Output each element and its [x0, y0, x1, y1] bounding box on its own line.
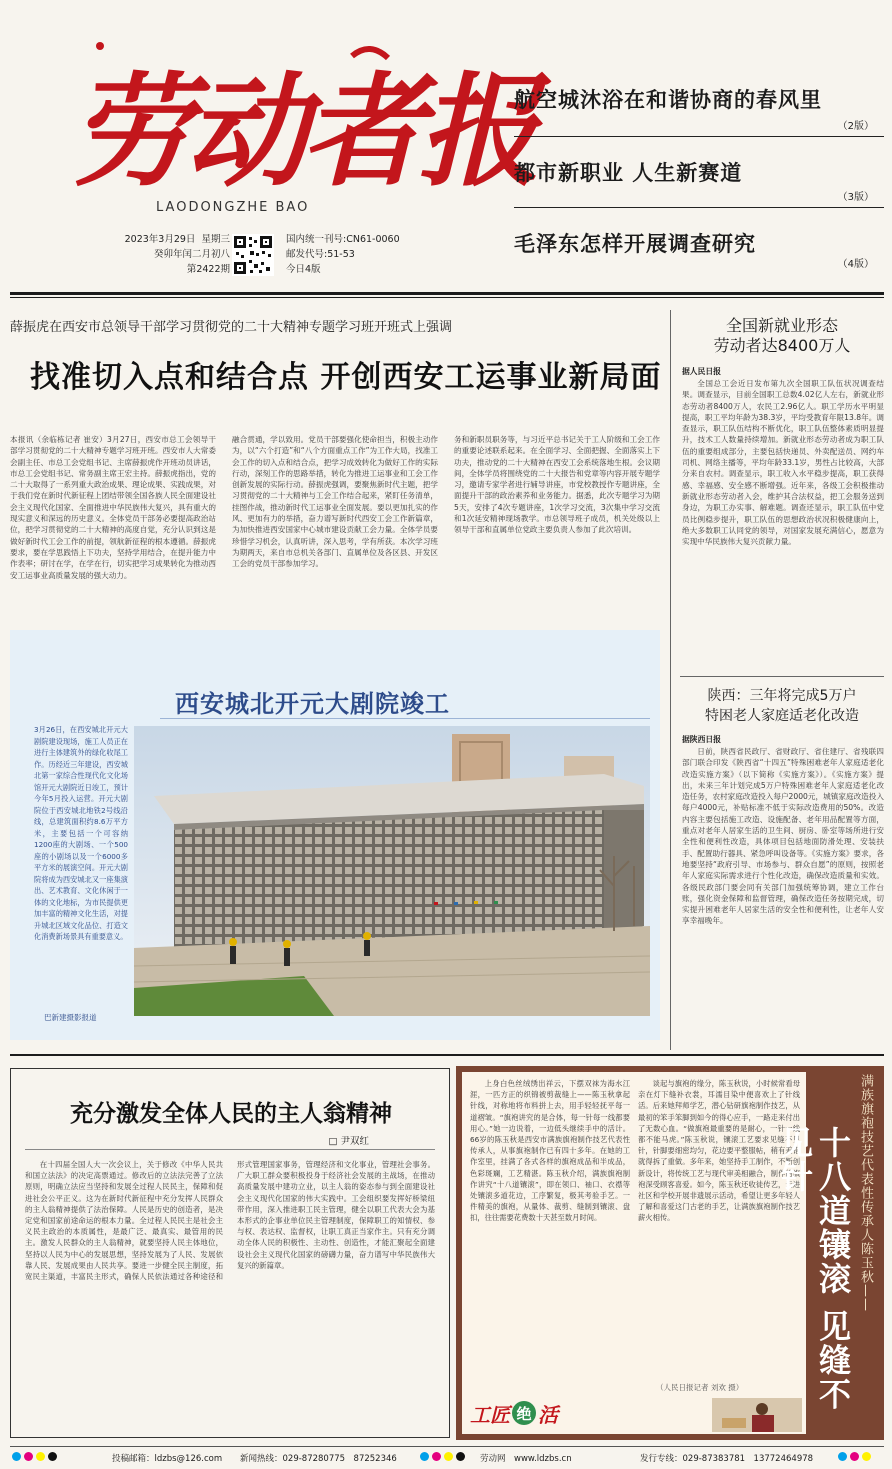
footer-rule — [10, 1446, 884, 1447]
cn-number: 国内统一刊号:CN61-0060 — [286, 234, 400, 245]
story2-title-line1: 陕西：三年将完成5万户 — [707, 688, 857, 704]
stamp-mid: 绝 — [512, 1401, 536, 1425]
theater-building-image — [134, 726, 650, 1016]
date-lunar: 癸卯年闰二月初八 — [153, 249, 230, 260]
teaser-page: （3版） — [837, 192, 874, 203]
publication-info — [286, 232, 400, 277]
footer-distribution: 发行专线：029-87383781 13772464978 — [640, 1454, 814, 1464]
teaser-item[interactable] — [514, 70, 884, 137]
feature-body-2: 谈起与旗袍的缘分，陈玉秋说，小时候常看母亲在灯下缝补衣裳，耳濡目染中便喜欢上了针线活。后来她拜师学艺，潜心钻研旗袍制作技艺，从最初的笨手笨脚到如今的得心应手，一路走来付出了无数心血。“做旗袍最重要的是耐心，一针一线都不能马虎。”陈玉秋说，镶滚工艺要求见缝不见针，针脚要细密均匀，花边要平整服帖，稍有差错就得拆了重做。多年来，她坚持手工制作，不断创新设计，将传统工艺与现代审美相融合，制作的旗袍深受顾客喜爱。如今，陈玉秋还收徒传艺，走进社区和学校开展非遗展示活动，希望让更多年轻人了解和喜爱这门古老的手艺，让满族旗袍制作技艺薪火相传。 — [638, 1079, 800, 1223]
masthead-pinyin: LAODONGZHE BAO — [156, 200, 310, 215]
footer-email[interactable]: 投稿邮箱：ldzbs@126.com — [112, 1454, 223, 1464]
artisan-portrait[interactable] — [712, 1398, 802, 1432]
footer-website[interactable]: 劳动网 www.ldzbs.cn — [480, 1454, 572, 1464]
masthead-rule-thin — [10, 297, 884, 298]
masthead-rule — [10, 292, 884, 295]
story2-title[interactable] — [680, 686, 884, 726]
section-rule — [10, 1054, 884, 1056]
teaser-page: （2版） — [837, 121, 874, 132]
stamp-left: 工匠 — [470, 1402, 510, 1427]
teaser-title: 航空城沐浴在和谐协商的春风里 — [514, 88, 822, 112]
story1-title[interactable] — [680, 316, 884, 356]
lead-column-2: 融合贯通，学以致用。党员干部要强化使命担当，积极主动作为，以“六个打造”和“八个方面重点工作”为工作大局，找准工会工作的切入点和结合点，把学习成效转化为做好工作的实际行动，深刻工作的思路举措，转化为推进工运事业和工会工作创新发展的实际行动。薛振虎强调，要聚焦新时代主题，把学习贯彻党的二十大精神与工会工作结合起来，紧盯任务清单，挂图作战，推动新时代工运事业全面发展。要以更加扎实的作风、更加有力的举措，奋力谱写新时代西安工会工作新篇章，为加快推进西安国家中心城市建设贡献工会力量。全体学员要珍惜学习机会，认真听讲，深入思考，学有所获。本次学习班为期两天，来自市总机关各部门、直属单位及各区县、开发区工会的党员干部参加学习。 — [232, 435, 438, 569]
color-registration-center — [420, 1452, 465, 1461]
teaser-item[interactable] — [514, 208, 884, 274]
teaser-title: 都市新职业 人生新赛道 — [514, 161, 743, 185]
lead-kicker: 薛振虎在西安市总领导干部学习贯彻党的二十大精神专题学习班开班式上强调 — [10, 320, 453, 335]
color-registration-left — [12, 1452, 57, 1461]
edition-count: 今日4版 — [286, 264, 321, 275]
story1-lead-tag: 据人民日报 — [682, 367, 721, 376]
photo-feature-box — [10, 630, 660, 1040]
color-registration-right — [838, 1452, 871, 1461]
lead-column-3: 务和新职员职务等，与习近平总书记关于工人阶级和工会工作的重要论述联系起来。在全面学习、全面把握、全面落实上下功夫，推动党的二十大精神在西安工会系统落地生根。会议期间，全体学员将围绕党的二十大报告和党章等内容开展专题学习，邀请专家学者进行辅导讲座，市党校教授作专题讲座，全面提升干部的政治素养和业务能力。据悉，此次专题学习为期5天，安排了4次专题讲座，1次学习交流，3次集中学习交流和1次延安精神现场教学。市总领导班子成员，机关处级以上领导干部和直属单位党政主要负责人参加了此次培训。 — [454, 435, 660, 535]
column-separator — [670, 310, 671, 1050]
feature-inner — [462, 1072, 806, 1434]
story2-body: 日前，陕西省民政厅、省财政厅、省住建厅、省残联四部门联合印发《陕西省“十四五”特殊困难老年人家庭适老化改造实施方案》（以下简称《实施方案》）。《实施方案》提出，未来三年计划完成5万户特殊困难老年人家庭适老化改造任务，农村家庭改造投入每户2000元，城镇家庭改造投入每户4000元，补贴标准不低于实际改造费用的50%。改造内容主要包括施工改造、设施配备、老年用品配置等方面，重点对老年人居家生活的卫生间、厨房、卧室等场所进行安全性和便利性改造，具体项目包括地面防滑处理、安装扶手、配置助行器具、紧急呼叫设备等。《实施方案》要求，各地要坚持“政府引导、市场参与、群众自愿”的原则，按照老年人家庭实际需求进行个性化改造，确保改造质量和实效。各级民政部门要会同有关部门加强统筹协调，建立工作台账，强化资金保障和监督管理，确保改造任务按期完成，切实提升困难老年人居家生活的安全性和便利性，让老年人安享幸福晚年。 — [682, 747, 884, 926]
opinion-title[interactable]: 充分激发全体人民的主人翁精神 — [70, 1100, 392, 1127]
lead-column-1: 本报讯（余临栋记者 崔安）3月27日，西安市总工会领导干部学习贯彻党的二十大精神专题学习班开班。西安市人大常委会副主任、市总工会党组书记、主席薛振虎作开班动员讲话，市总工会党组书记、常务副主席王宏主持。薛振虎指出，党的二十大取得了一系列重大政治成果、理论成果、实践成果，对于我们党在新时代新征程上团结带领全国各族人民全面建设社会主义现代化国家、全面推进中华民族伟大复兴，具有重大的现实意义和深远的历史意义。全体党员干部务必要提高政治站位，把学习贯彻党的二十大精神的高度自觉，充分认识到这是做好新时代工会工作的前提，领航新征程的根本遵循。薛振虎要求，要在学思践悟上下功夫，坚持学用结合，在提升能力中作表率；研讨在学，在学在行，切实把学习成果转化为推动西安工运事业高质量发展的强大动力。 — [10, 435, 216, 580]
opinion-box — [10, 1068, 450, 1438]
story1-body: 全国总工会近日发布第九次全国职工队伍状况调查结果。调查显示，目前全国职工总数4.02亿人左右，新就业形态劳动者8400万人，农民工2.96亿人。职工学历水平明显提高，职工平均年龄为38.3岁，平均受教育年限13.8年。调查显示，职工队伍结构不断优化，职工队伍整体素质明显提升，技术工人数量持续增加。新就业形态劳动者成为职工队伍的重要组成部分，主要包括快递员、外卖配送员、网约车司机、网络主播等，平均年龄33.1岁，男性占比较高，大部分来自农村。调查显示，职工收入水平稳步提高，职工获得感、幸福感、安全感不断增强。近年来，各级工会积极推动新就业形态劳动者入会，维护其合法权益，把工会服务送到身边，为职工办实事、解难题。调查还显示，职工队伍中党员比例稳步提升，职工队伍的思想政治状况积极健康向上，绝大多数职工认同党的领导，对国家发展充满信心，愿意为实现中华民族伟大复兴贡献力量。 — [682, 379, 884, 547]
stamp-right: 活 — [538, 1402, 558, 1427]
masthead-logo — [70, 26, 534, 204]
feature-kicker: 满族旗袍技艺代表性传承人陈玉秋—— — [858, 1074, 873, 1312]
footer-hotline: 新闻热线：029-87280775 87252346 — [240, 1454, 397, 1464]
lead-headline[interactable]: 找准切入点和结合点 开创西安工运事业新局面 — [30, 360, 662, 395]
gongjiang-stamp — [470, 1398, 558, 1428]
masthead-calligraphy-icon — [70, 26, 534, 204]
story1-title-line1: 全国新就业形态 — [725, 316, 838, 335]
issue-number: 第2422期 — [186, 264, 230, 275]
feature-headline[interactable]: 十八道镶滚 见缝不见针 — [776, 1126, 852, 1412]
date-gregorian: 2023年3月29日 — [124, 234, 196, 245]
teaser-item[interactable] — [514, 137, 884, 208]
feature-credit: （人民日报记者 刘欢 摄） — [656, 1383, 744, 1392]
right-col-rule — [680, 676, 884, 677]
svg-text:劳动者报: 劳动者报 — [70, 59, 534, 203]
feature-body-1: 上身白色丝绒绣出祥云，下摆双袜为海水江涯，一匹方正的织锦被剪裁缝上——陈玉秋拿起针线，对称地将布料拼上去，用手轻轻抚平每一道褶皱。“旗袍讲究的是合体，每一针每一线都要用心。”她一边说着，一边低头继续手中的活计。66岁的陈玉秋是西安市满族旗袍制作技艺代表性传承人，从事旗袍制作已有四十多年。在她的工作室里，挂满了各式各样的旗袍成品和半成品，色彩斑斓，工艺精湛。陈玉秋介绍，满族旗袍制作讲究“十八道镶滚”，即在领口、袖口、衣襟等处镶滚多道花边，工序繁复，极其考验手艺。一件精美的旗袍，从量体、裁剪、缝制到镶滚、盘扣，往往需要花费数十天甚至数月时间。 — [470, 1079, 630, 1223]
headline-teasers — [514, 70, 884, 274]
artisan-photo-icon — [712, 1398, 802, 1432]
weekday: 星期三 — [201, 234, 230, 245]
theater-photo[interactable] — [134, 726, 650, 1016]
opinion-title-rule — [25, 1149, 435, 1150]
story2-title-line2: 特困老人家庭适老化改造 — [705, 708, 859, 724]
headline-underline — [160, 718, 650, 719]
story2-lead-tag: 据陕西日报 — [682, 735, 721, 744]
photo-credit: 巴新建摄影报道 — [44, 1013, 97, 1022]
photo-caption: 3月26日，在西安城北开元大剧院建设现场，施工人员正在进行主体建筑外的绿化收尾工作。历经近三年建设，西安城北第一家综合性现代化文化场馆开元大剧院近日竣工，预计今年5月投入运营。开元大剧院位于西安城北地铁2号线沿线，总建筑面积约8.6万平方米，主要包括一个可容纳1200座的大剧场、一个500座的小剧场以及一个6000多平方米的展演空间。开元大剧院将成为西安城北又一座集演出、艺术教育、文化休闲于一体的文化地标，为市民提供更加丰富的精神文化生活，对提升城北区域文化品位、打造文化消费新场景具有重要意义。 — [34, 725, 128, 941]
opinion-author: □ 尹双红 — [328, 1136, 369, 1147]
opinion-body: 在十四届全国人大一次会议上，关于修改《中华人民共和国立法法》的决定高票通过。修改后的立法法完善了立法原则，明确立法应当坚持和发展全过程人民民主，保障和促进社会公平正义。这为在新时代新征程中充分发挥人民群众的主人翁精神提供了法治保障。人民是历史的创造者，是决定党和国家前途命运的根本力量。全过程人民民主是社会主义民主政治的本质属性，是最广泛、最真实、最管用的民主。激发人民群众的主人翁精神，就要坚持人民主体地位，坚持以人民为中心的发展思想，坚持发展为了人民、发展依靠人民、发展成果由人民共享。要进一步健全民主制度，拓宽民主渠道，丰富民主形式，确保人民依法通过各种途径和形式管理国家事务，管理经济和文化事业，管理社会事务。广大职工群众要积极投身于经济社会发展的主战场，在推动高质量发展中建功立业，以主人翁的姿态参与到全面建设社会主义现代化国家的伟大实践中。工会组织要发挥好桥梁纽带作用，深入推进职工民主管理，健全以职工代表大会为基本形式的企事业单位民主管理制度，保障职工的知情权、参与权、表达权、监督权，让职工真正当家作主。只有充分调动全体人民的积极性、主动性、创造性，才能汇聚起全面建设社会主义现代化国家的磅礴力量，奋力谱写中华民族伟大复兴的新篇章。 — [25, 1160, 435, 1282]
story1-title-line2: 劳动者达8400万人 — [713, 336, 851, 355]
teaser-page: （4版） — [837, 259, 874, 270]
photo-feature-headline[interactable]: 西安城北开元大剧院竣工 — [175, 689, 450, 718]
postal-code: 邮发代号:51-53 — [286, 249, 355, 260]
feature-box — [456, 1066, 884, 1440]
date-block — [100, 232, 230, 277]
qr-code-icon[interactable] — [232, 234, 274, 276]
teaser-title: 毛泽东怎样开展调查研究 — [514, 232, 756, 256]
